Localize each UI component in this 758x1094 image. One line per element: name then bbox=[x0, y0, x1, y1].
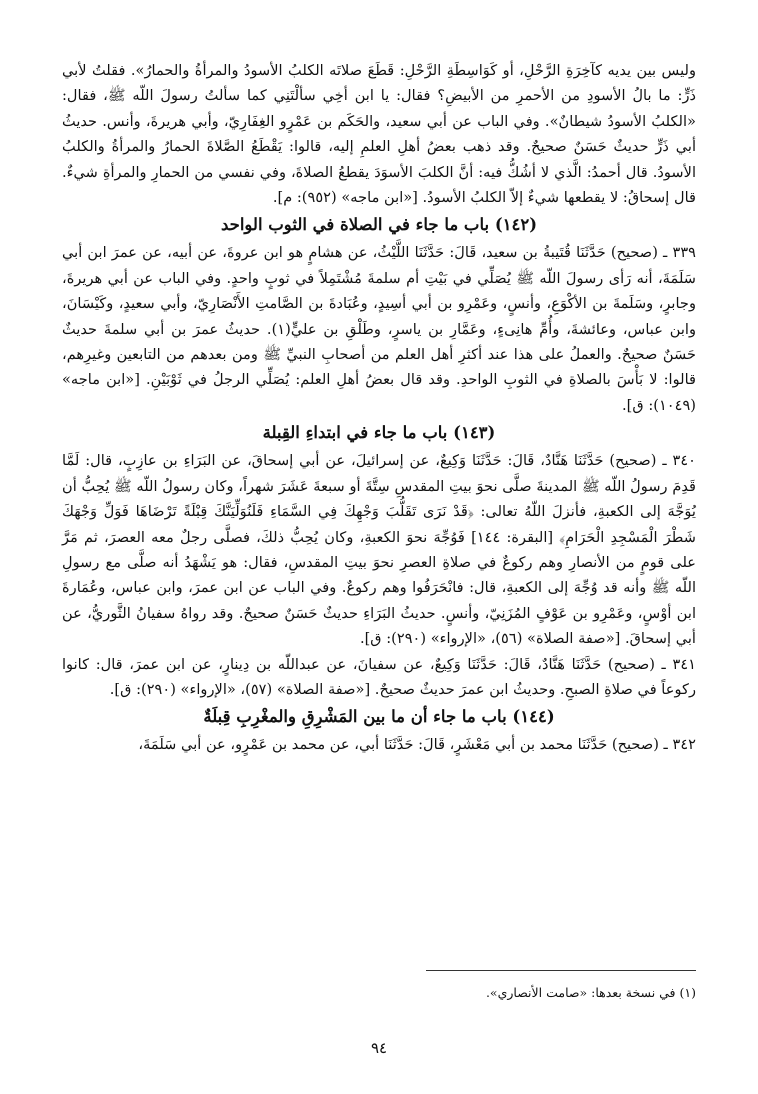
intro-paragraph: وليس بين يديه كآخِرَةِ الرَّحْلِ، أو كَوَاسِطَةِ الرَّحْلِ: قَطَعَ صلاتَه الكلبُ الأسودُ والمرأةُ والحمارُ». فقلتُ لأبي ذَرٍّ: ما بالُ الأسودِ من الأحمرِ من الأبيضِ؟ فقال: يا ابن أخِي سألْتَنِي كما سألتُ رسولَ اللّه ﷺ، فقال: «الكلبُ الأسودُ شيطانٌ». وفي الباب عن أبي سعيد، والحَكَم بن عَمْرٍو الغِفَارِيّ، وأبي هريرةَ، وأنس. حديثُ أبي ذَرٍّ حديثٌ حَسَنٌ صحيحٌ. وقد ذهب بعضُ أهلِ العلمِ إليه، قالوا: يَقْطَعُ الصَّلاةَ الحمارُ والمرأةُ والكلبُ الأسودُ. قال أحمدُ: الَّذي لا أشُكُّ فيه: أنَّ الكلبَ الأسوَدَ يقطعُ الصلاةَ، وفي نفسي من الحمارِ والمرأةِ شيءٌ. قال إسحاقُ: لا يقطعها شيءٌ إلاّ الكلبُ الأسودُ. [«ابن ماجه» (٩٥٢): م]. bbox=[62, 62, 696, 207]
hadith-341: ٣٤١ ـ (صحيح) حَدَّثَنَا هَنَّادٌ، قَالَ: حَدَّثَنَا وَكِيعٌ، عن سفيانَ، عن عبداللّه بن دِينارٍ، عن ابن عمرَ، قال: كانوا ركوعاً في صلاةِ الصبحِ. وحديثُ ابن عمرَ حديثٌ صحيحٌ. [«صفة الصلاة» (٥٧)، «الإرواء» (٢٩٠): ق]. bbox=[62, 655, 696, 698]
section-142-heading: (١٤٢) باب ما جاء في الصلاة في الثوب الواحد bbox=[220, 215, 538, 235]
page-number: ٩٤ bbox=[370, 1039, 388, 1057]
section-143-heading: (١٤٣) باب ما جاء في ابتداءِ القِبلة bbox=[262, 423, 496, 443]
hadith-342: ٣٤٢ ـ (صحيح) حَدَّثَنَا محمد بن أبي مَعْشَرٍ، قَالَ: حَدَّثَنَا أبي، عن محمد بن عَمْرٍو، عن أبي سَلَمَةَ، bbox=[138, 736, 696, 754]
footnote: (١) في نسخة بعدها: «صامت الأنصاري». bbox=[485, 985, 696, 1000]
footnote-divider bbox=[426, 970, 696, 971]
hadith-340: ٣٤٠ ـ (صحيح) حَدَّثَنَا هَنَّادٌ، قَالَ: حَدَّثَنَا وَكِيعٌ، عن إسرائيلَ، عن أبي إسحاقَ، عن البَرَاءِ بن عازِبٍ، قال: لَمَّا قَدِمَ رسولُ اللّه ﷺ المدينةَ صلَّى نحوَ بيتِ المقدسِ سِتَّةَ أو سبعةَ عَشَرَ شهراً، وكان رسولُ اللّه ﷺ يُحِبُّ أن يُوَجَّهَ إلى الكعبةِ، فأنزلَ اللّهُ تعالى: ﴿قَدْ نَرَى تَقَلُّبَ وَجْهِكَ فِي السَّمَاءِ فَلَنُوَلِّيَنَّكَ قِبْلَةً تَرْضَاهَا فَوَلِّ وَجْهَكَ شَطْرَ الْمَسْجِدِ الْحَرَامِ﴾ [البقرة: ١٤٤] فَوُجِّهَ نحوَ الكعبةِ، وكان يُحِبُّ ذلكَ، فصلَّى رجلٌ معه العصرَ، ثم مَرَّ على قومٍ من الأنصارِ وهم ركوعٌ في صلاةِ العصرِ نحوَ بيتِ المقدسِ، فقال: هو يَشْهَدُ أنه صلَّى مع رسولِ اللّه ﷺ وأنه قد وُجِّهَ إلى الكعبةِ، قال: فانْحَرَفُوا وهم ركوعٌ. وفي الباب عن ابن عمرَ، وابن عباس، وعُمَارةَ ابن أوْسٍ، وعَمْرِو بن عَوْفٍ المُزَنِيّ، وأنسٍ. حديثُ البَرَاءِ حديثٌ حَسَنٌ صحيحٌ. وقد رواهُ سفيانُ الثَّوريُّ، عن أبي إسحاقَ. [«صفة الصلاة» (٥٦)، «الإرواء» (٢٩٠): ق]. bbox=[62, 452, 696, 648]
hadith-339: ٣٣٩ ـ (صحيح) حَدَّثَنَا قُتَيبةُ بن سعيد، قَالَ: حَدَّثَنَا اللَّيْثُ، عن هشامٍ هو ابن عروةَ، عن أبيه، عن عمرَ ابن أبي سَلَمَةَ، أنه رَأى رسولَ اللّه ﷺ يُصَلِّي في بَيْتِ أم سلمةَ مُشْتَمِلاً في ثوبٍ واحدٍ. وفي الباب عن أبي هريرةَ، وجابرٍ، وسَلَمةَ بن الأكْوَعِ، وأنسٍ، وعَمْرِو بن أبي أسِيدٍ، وعُبَادةَ بن الصَّامتِ الأَنْصَارِيّ، وأبي سعيدٍ، وكَيْسَانَ، وابن عباس، وعائشةَ، وأُمِّ هانِىءٍ، وعَمَّارِ بن ياسرٍ، وطَلْقِ بن عليٍّ(١). حديثُ عمرَ بن أبي سلمةَ حديثٌ حَسَنٌ صحيحٌ. والعملُ على هذا عند أكثرِ أهل العلم من أصحابِ النبيِّ ﷺ ومن بعدهم من التابعين وغيرِهم، قالوا: لا بَأْسَ بالصلاةِ في الثوبِ الواحدِ. وقد قال بعضُ أهلِ العلم: يُصَلِّي الرجلُ في ثَوْبَيْنِ. [«ابن ماجه» (١٠٤٩): ق]. bbox=[62, 244, 696, 414]
section-144-heading: (١٤٤) باب ما جاء أن ما بين المَشْرِقِ والمغْرِبِ قِبلَةٌ bbox=[203, 707, 555, 727]
